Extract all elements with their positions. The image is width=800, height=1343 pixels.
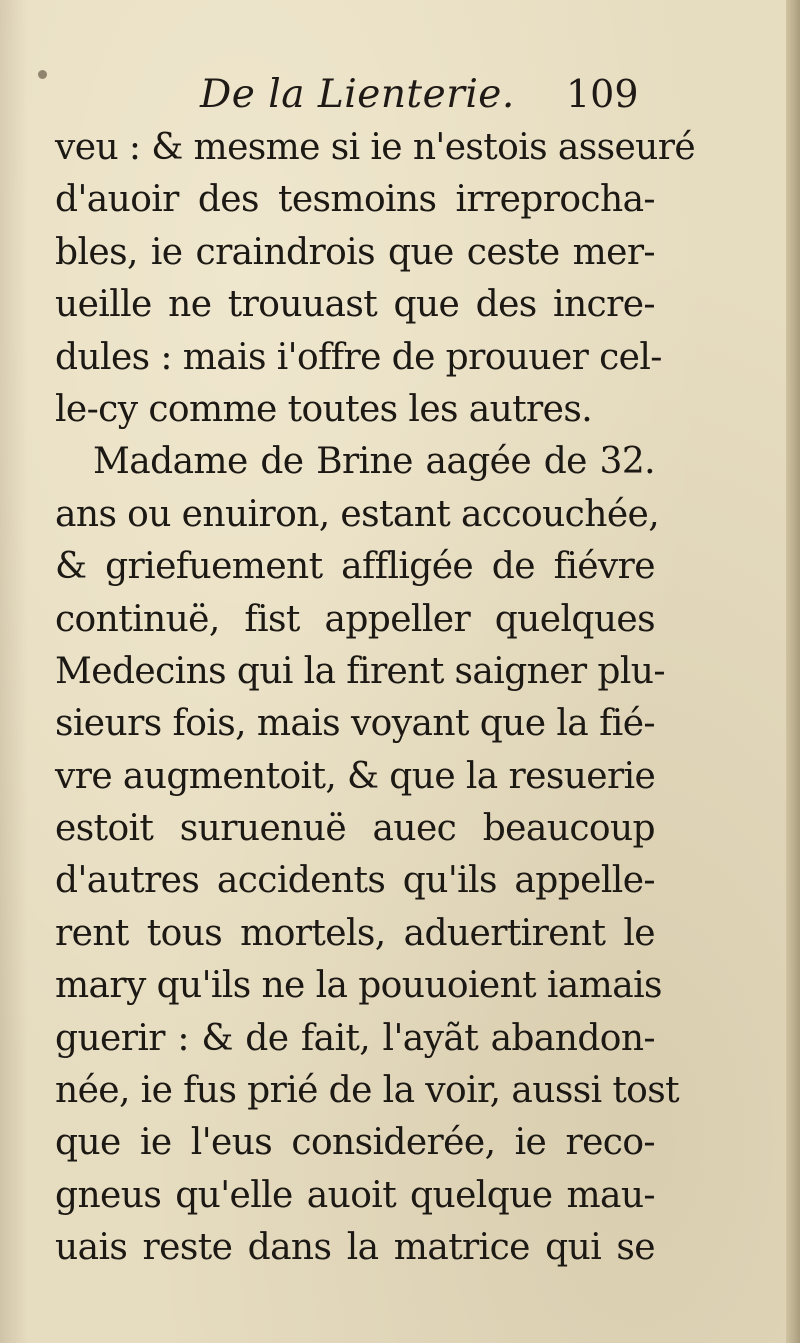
- text-line: & griefuement affligée de fiévre: [55, 546, 655, 588]
- text-line: rent tous mortels, aduertirent le: [55, 912, 655, 954]
- text-line: Madame de Brine aagée de 32.: [93, 441, 655, 483]
- page-number: 109: [566, 72, 639, 116]
- text-line: guerir : & de fait, l'ayãt abandon-: [55, 1017, 655, 1059]
- text-line: née, ie fus prié de la voir, aussi tost: [55, 1070, 680, 1112]
- running-title: De la Lienterie.: [200, 72, 515, 117]
- text-line: continuë, fist appeller quelques: [55, 598, 655, 640]
- text-line: veu : & mesme si ie n'estois asseuré: [55, 127, 696, 168]
- text-line: sieurs fois, mais voyant que la fié-: [55, 703, 655, 745]
- text-line: bles, ie craindrois que ceste mer-: [55, 231, 655, 273]
- text-line: Medecins qui la firent saigner plu-: [55, 650, 665, 692]
- text-line: gneus qu'elle auoit quelque mau-: [55, 1174, 655, 1216]
- body-text: [55, 122, 696, 1275]
- text-line: uais reste dans la matrice qui se: [55, 1227, 655, 1269]
- text-line: d'auoir des tesmoins irreprocha-: [55, 179, 655, 221]
- text-line: le-cy comme toutes les autres.: [55, 388, 593, 430]
- text-line: dules : mais i'offre de prouuer cel-: [55, 336, 662, 378]
- text-line: estoit suruenuë auec beaucoup: [55, 808, 655, 850]
- text-line: ans ou enuiron, estant accouchée,: [55, 493, 660, 535]
- text-line: mary qu'ils ne la pouuoient iamais: [55, 965, 662, 1007]
- text-line: d'autres accidents qu'ils appelle-: [55, 860, 655, 902]
- text-line: vre augmentoit, & que la resuerie: [55, 755, 656, 797]
- text-line: que ie l'eus considerée, ie reco-: [55, 1122, 655, 1164]
- text-line: ueille ne trouuast que des incre-: [55, 284, 655, 326]
- page-edge: [786, 0, 800, 1343]
